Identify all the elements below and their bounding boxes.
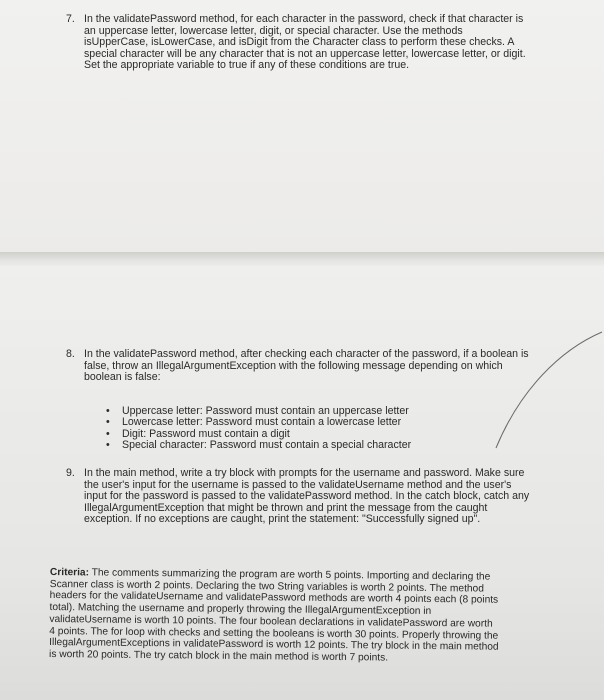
page-divider: [0, 252, 604, 266]
list-item: • Special character: Password must contain a special character: [106, 440, 466, 451]
question-text: In the validatePassword method, after checking each character of the password, if a boolean is false, throw an IllegalArgumentException with the following message depending on which boolean is false:: [84, 348, 529, 384]
list-item: • Uppercase letter: Password must contain an uppercase letter: [106, 406, 466, 417]
criteria-text: The comments summarizing the program are worth 5 points. Importing and declaring the Scanner class is worth 2 points. Declaring the two String variables is worth 2 points. The method headers for the validateUsername and validatePassword methods are worth 4 points each (8 points total). Matching the username and properly throwing the IllegalArgumentException in validateUsername is worth 10 points. The four boolean declarations in validatePassword are worth 4 points. The for loop with checks and setting the booleans is worth 30 points. Properly throwing the IllegalArgumentExceptions in validatePassword is worth 12 points. The try block in the main method is worth 20 points. The try catch block in the main method is worth 7 points.: [49, 567, 499, 664]
list-item: • Digit: Password must contain a digit: [106, 429, 466, 440]
question-number: 8.: [66, 348, 75, 360]
list-item: • Lowercase letter: Password must contain a lowercase letter: [106, 417, 466, 428]
pen-curve-mark: [490, 330, 604, 450]
question-text: In the validatePassword method, for each character in the password, check if that character is an uppercase letter, lowercase letter, digit, or special character. Use the methods isUpperCase, isLowerCase, and isDigit from the Character class to perform these checks. A special character will be any character that is not an uppercase letter, lowercase letter, or digit. Set the appropriate variable to true if any of these conditions are true.: [84, 13, 526, 72]
error-message-list: [106, 406, 466, 452]
criteria-label: Criteria:: [49, 567, 90, 579]
question-number: 9.: [66, 467, 75, 479]
question-text: In the main method, write a try block with prompts for the username and password. Make sure the user's input for the username is passed to the validateUsername method and the user's input for the password is passed to the validatePassword method. In the catch block, catch any IllegalArgumentException that might be thrown and print the message from the caught exception. If no exceptions are caught, print the statement: "Successfully signed up".: [84, 467, 530, 526]
question-number: 7.: [66, 13, 75, 25]
grading-criteria: [49, 567, 500, 665]
